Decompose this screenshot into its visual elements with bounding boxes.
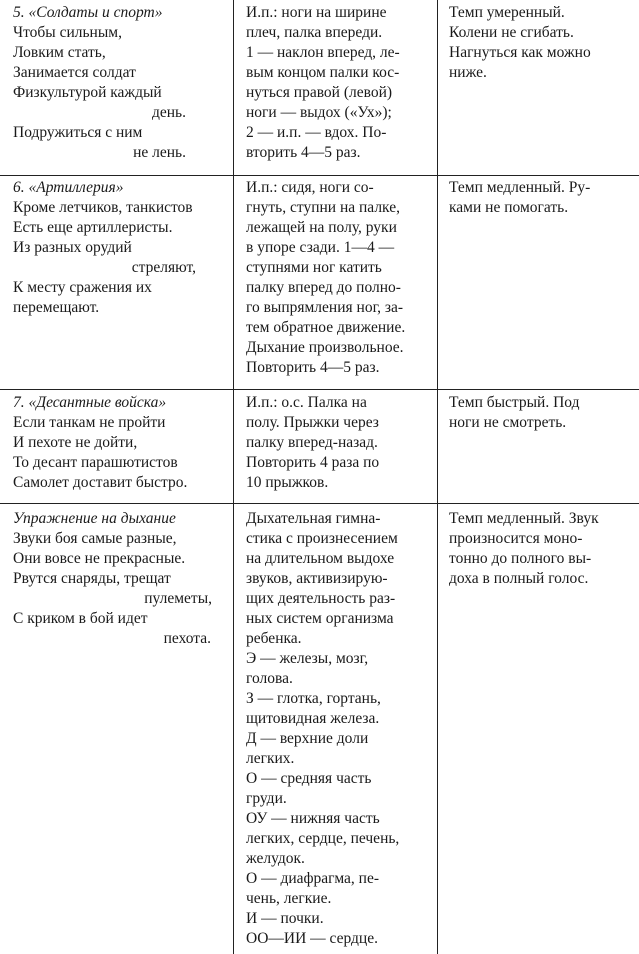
poem-line: И пехоте не дойти, bbox=[13, 434, 138, 451]
exercise-line: ОУ — нижняя часть bbox=[246, 810, 380, 827]
poem-line: То десант парашютистов bbox=[13, 454, 178, 471]
exercise-line: Дыхательная гимна- bbox=[246, 510, 381, 527]
exercise-line: щих деятельность раз- bbox=[246, 590, 396, 607]
notes-line: Темп медленный. Ру- bbox=[449, 179, 591, 196]
poem-line: перемещают. bbox=[13, 299, 100, 316]
notes-line: произносится моно- bbox=[449, 530, 583, 547]
exercise-line: легких. bbox=[246, 750, 295, 767]
exercise-line: полу. Прыжки через bbox=[246, 414, 379, 431]
poem-line-continuation: пулеметы, bbox=[144, 590, 212, 607]
poem-line: Они вовсе не прекрасные. bbox=[13, 550, 186, 567]
notes-line: тонно до полного вы- bbox=[449, 550, 592, 567]
notes-cell bbox=[449, 178, 637, 218]
exercise-line: желудок. bbox=[246, 850, 305, 867]
exercise-line: 2 — и.п. — вдох. По- bbox=[246, 124, 387, 141]
exercise-line: плеч, палка впереди. bbox=[246, 24, 383, 41]
exercise-line: О — диафрагма, пе- bbox=[246, 870, 379, 887]
exercise-cell bbox=[246, 393, 431, 493]
notes-line: Темп умеренный. bbox=[449, 4, 565, 21]
exercise-line: И.п.: ноги на ширине bbox=[246, 4, 387, 21]
notes-cell bbox=[449, 509, 637, 589]
poem-title: 6. «Артиллерия» bbox=[13, 179, 124, 196]
exercise-line: ноги — выдох («Ух»); bbox=[246, 104, 392, 121]
poem-line: Подружиться с ним bbox=[13, 124, 143, 141]
notes-line: ками не помогать. bbox=[449, 199, 569, 216]
poem-line: Если танкам не пройти bbox=[13, 414, 166, 431]
exercise-cell bbox=[246, 178, 431, 378]
exercise-line: гнуть, ступни на палке, bbox=[246, 199, 400, 216]
notes-line: ниже. bbox=[449, 64, 487, 81]
notes-line: доха в полный голос. bbox=[449, 570, 589, 587]
poem-title: 7. «Десантные войска» bbox=[13, 394, 167, 411]
poem-line: Занимается солдат bbox=[13, 64, 136, 81]
exercise-line: Дыхание произвольное. bbox=[246, 339, 404, 356]
exercise-line: палку вперед до полно- bbox=[246, 279, 401, 296]
notes-cell bbox=[449, 393, 637, 433]
poem-line-continuation: день. bbox=[151, 104, 186, 121]
exercise-line: Повторить 4—5 раз. bbox=[246, 359, 380, 376]
exercise-line: ОО—ИИ — сердце. bbox=[246, 930, 378, 947]
poem-line: К месту сражения их bbox=[13, 279, 152, 296]
poem-line: Ловким стать, bbox=[13, 44, 106, 61]
exercise-line: 1 — наклон вперед, ле- bbox=[246, 44, 400, 61]
poem-line: Физкультурой каждый bbox=[13, 84, 162, 101]
poem-line-continuation: пехота. bbox=[163, 630, 211, 647]
notes-line: Нагнуться как можно bbox=[449, 44, 591, 61]
exercise-line: палку вперед-назад. bbox=[246, 434, 378, 451]
exercise-line: И.п.: сидя, ноги со- bbox=[246, 179, 374, 196]
poem-cell bbox=[13, 393, 213, 493]
notes-line: Колени не сгибать. bbox=[449, 24, 574, 41]
notes-line: ноги не смотреть. bbox=[449, 414, 567, 431]
exercise-cell bbox=[246, 3, 431, 163]
exercise-line: 10 прыжков. bbox=[246, 474, 329, 491]
poem-cell bbox=[13, 509, 213, 649]
exercise-line: Повторить 4 раза по bbox=[246, 454, 380, 471]
exercise-line: ребенка. bbox=[246, 630, 302, 647]
poem-line-continuation: не лень. bbox=[133, 144, 186, 161]
poem-line: Из разных орудий bbox=[13, 239, 132, 256]
poem-line: Чтобы сильным, bbox=[13, 24, 122, 41]
poem-line: С криком в бой идет bbox=[13, 610, 148, 627]
row-divider-2 bbox=[0, 389, 639, 390]
exercise-line: тем обратное движение. bbox=[246, 319, 406, 336]
exercise-line: чень, легкие. bbox=[246, 890, 332, 907]
exercise-line: нуться правой (левой) bbox=[246, 84, 393, 101]
poem-title: Упражнение на дыхание bbox=[13, 510, 176, 527]
row-divider-1 bbox=[0, 175, 639, 176]
exercise-line: груди. bbox=[246, 790, 287, 807]
column-divider-2 bbox=[437, 0, 438, 954]
exercise-line: вым концом палки кос- bbox=[246, 64, 400, 81]
notes-line: Темп быстрый. Под bbox=[449, 394, 580, 411]
exercise-line: Д — верхние доли bbox=[246, 730, 369, 747]
exercise-line: щитовидная железа. bbox=[246, 710, 380, 727]
poem-cell bbox=[13, 178, 213, 318]
notes-cell bbox=[449, 3, 637, 83]
poem-line: Рвутся снаряды, трещат bbox=[13, 570, 171, 587]
exercise-line: О — средняя часть bbox=[246, 770, 372, 787]
notes-line: Темп медленный. Звук bbox=[449, 510, 599, 527]
exercise-line: лежащей на полу, руки bbox=[246, 219, 397, 236]
exercise-line: в упоре сзади. 1—4 — bbox=[246, 239, 395, 256]
exercise-line: звуков, активизирую- bbox=[246, 570, 388, 587]
exercise-line: легких, сердце, печень, bbox=[246, 830, 400, 847]
exercise-line: на длительном выдохе bbox=[246, 550, 395, 567]
exercise-line: го выпрямления ног, за- bbox=[246, 299, 404, 316]
poem-line: Есть еще артиллеристы. bbox=[13, 219, 173, 236]
poem-line: Самолет доставит быстро. bbox=[13, 474, 188, 491]
exercise-line: ступнями ног катить bbox=[246, 259, 382, 276]
poem-line-continuation: стреляют, bbox=[131, 259, 196, 276]
row-divider-3 bbox=[0, 503, 639, 504]
poem-line: Звуки боя самые разные, bbox=[13, 530, 177, 547]
exercise-line: Э — железы, мозг, bbox=[246, 650, 369, 667]
exercise-line: вторить 4—5 раз. bbox=[246, 144, 361, 161]
exercise-cell bbox=[246, 509, 431, 949]
poem-lines bbox=[13, 23, 213, 163]
poem-title: 5. «Солдаты и спорт» bbox=[13, 4, 163, 21]
exercise-line: И.п.: о.с. Палка на bbox=[246, 394, 367, 411]
exercise-line: голова. bbox=[246, 670, 293, 687]
exercise-line: стика с произнесением bbox=[246, 530, 398, 547]
column-divider-1 bbox=[233, 0, 234, 954]
exercise-line: И — почки. bbox=[246, 910, 324, 927]
poem-cell bbox=[13, 3, 213, 163]
poem-line: Кроме летчиков, танкистов bbox=[13, 199, 193, 216]
exercise-line: З — глотка, гортань, bbox=[246, 690, 381, 707]
exercise-line: ных систем организма bbox=[246, 610, 394, 627]
